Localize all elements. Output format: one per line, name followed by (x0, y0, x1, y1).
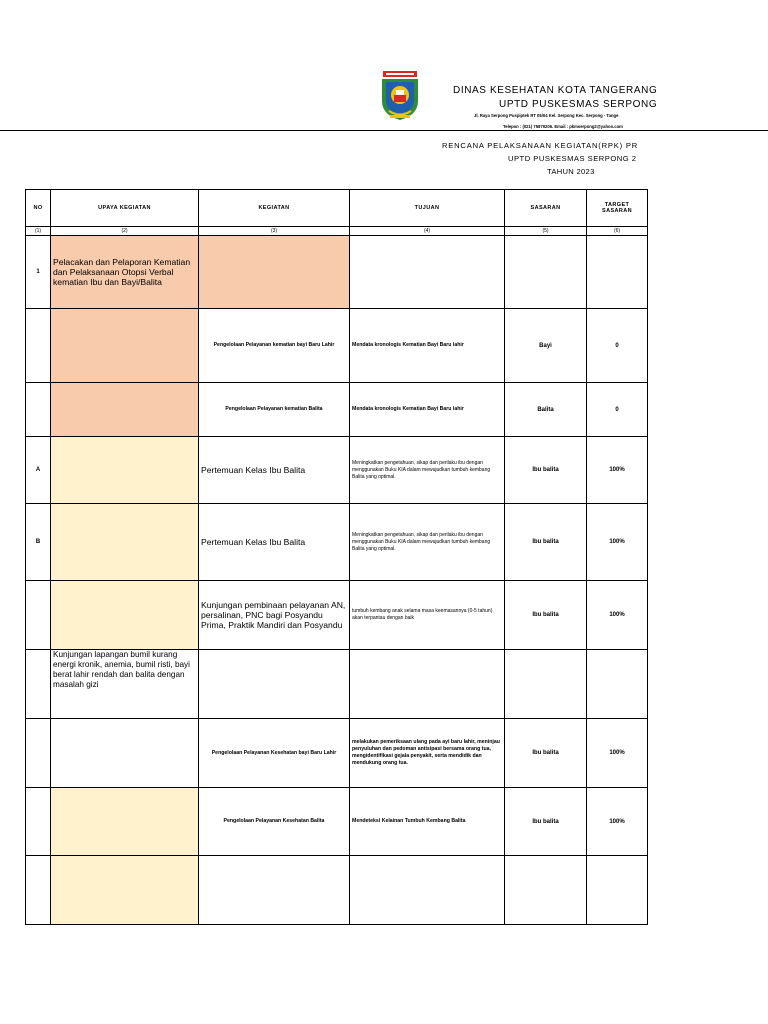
column-header-sasaran: SASARAN (505, 190, 587, 227)
cell-no: 1 (26, 236, 51, 309)
cell-tujuan (350, 856, 505, 925)
cell-upaya: Pelacakan dan Pelaporan Kematian dan Pelaksanaan Otopsi Verbal kematian Ibu dan Bayi/Balita (51, 236, 199, 309)
header-contact: Telepon : (021) 75879206. Email : pkmserpong2@yahoo.com (503, 124, 623, 129)
cell-no (26, 309, 51, 383)
column-header-tujuan: TUJUAN (350, 190, 505, 227)
table-row (26, 650, 648, 719)
column-number: (3) (199, 227, 350, 236)
cell-kegiatan (199, 650, 350, 719)
cell-tujuan: Mendata kronologis Kematian Bayi Baru lahir (350, 309, 505, 383)
cell-sasaran: Ibu balita (505, 719, 587, 788)
cell-tujuan: Meningkatkan pengetahuan, sikap dan perilaku ibu dengan menggunakan Buku KIA dalam mewujudkan tumbuh kembang Balita yang optimal. (350, 437, 505, 504)
cell-sasaran (505, 236, 587, 309)
column-number: (1) (26, 227, 51, 236)
table-row (26, 581, 648, 650)
cell-no (26, 856, 51, 925)
header-institution: DINAS KESEHATAN KOTA TANGERANG (453, 85, 658, 96)
column-header-kegiatan: KEGIATAN (199, 190, 350, 227)
column-header-target: TARGET SASARAN (587, 190, 648, 227)
header-unit: UPTD PUSKESMAS SERPONG (499, 99, 658, 110)
cell-tujuan: Mendata kronologis Kematian Bayi Baru lahir (350, 383, 505, 437)
cell-sasaran: Ibu balita (505, 788, 587, 856)
cell-no (26, 383, 51, 437)
column-number-row (26, 227, 648, 236)
table-row (26, 437, 648, 504)
column-number: (6) (587, 227, 648, 236)
cell-no (26, 581, 51, 650)
city-emblem-icon (377, 71, 423, 121)
table-row (26, 236, 648, 309)
table-row (26, 719, 648, 788)
header-divider (0, 130, 768, 131)
cell-no (26, 719, 51, 788)
table-row (26, 788, 648, 856)
cell-target (587, 650, 648, 719)
table-row (26, 309, 648, 383)
cell-tujuan: Meningkatkan pengetahuan, sikap dan perilaku ibu dengan menggunakan Buku KIA dalam mewujudkan tumbuh kembang Balita yang optimal. (350, 504, 505, 581)
cell-kegiatan (199, 236, 350, 309)
cell-upaya (51, 383, 199, 437)
cell-upaya (51, 719, 199, 788)
document-subtitle: UPTD PUSKESMAS SERPONG 2 (508, 154, 637, 163)
cell-kegiatan: Kunjungan pembinaan pelayanan AN, persalinan, PNC bagi Posyandu Prima, Praktik Mandiri dan Posyandu (199, 581, 350, 650)
cell-kegiatan: Pertemuan Kelas Ibu Balita (199, 504, 350, 581)
column-header-no: NO (26, 190, 51, 227)
column-number: (4) (350, 227, 505, 236)
column-header-upaya: UPAYA KEGIATAN (51, 190, 199, 227)
cell-tujuan: melakukan pemeriksaan ulang pada ayi baru lahir, meninjau penyuluhan dan pedoman antisipasi bersama orang tua, mengidentifikasi gejala penyakit, serta mendidik dan mendukung orang tua. (350, 719, 505, 788)
cell-sasaran (505, 856, 587, 925)
cell-upaya (51, 437, 199, 504)
cell-no (26, 788, 51, 856)
cell-kegiatan: Pengelolaan Pelayanan kematian bayi Baru Lahir (199, 309, 350, 383)
cell-target: 100% (587, 437, 648, 504)
cell-kegiatan: Pengelolaan Pelayanan Kesehatan Balita (199, 788, 350, 856)
table-header-row (26, 190, 648, 227)
cell-target (587, 856, 648, 925)
cell-tujuan: tumbuh kembang anak selama masa keemasannya (0-5 tahun) akan terpantau dengan baik (350, 581, 505, 650)
cell-target: 0 (587, 309, 648, 383)
table-row (26, 504, 648, 581)
cell-tujuan: Mendeteksi Kelainan Tumbuh Kembang Balita (350, 788, 505, 856)
document-title: RENCANA PELAKSANAAN KEGIATAN(RPK) PR (442, 141, 639, 150)
cell-sasaran: Ibu balita (505, 504, 587, 581)
cell-upaya (51, 309, 199, 383)
activity-table (25, 189, 648, 925)
document-year: TAHUN 2023 (547, 167, 595, 176)
cell-sasaran: Balita (505, 383, 587, 437)
cell-tujuan (350, 650, 505, 719)
cell-target (587, 236, 648, 309)
cell-upaya: Kunjungan lapangan bumil kurang energi kronik, anemia, bumil risti, bayi berat lahir rendah dan balita dengan masalah gizi (51, 650, 199, 719)
cell-no: B (26, 504, 51, 581)
cell-upaya (51, 788, 199, 856)
column-number: (5) (505, 227, 587, 236)
cell-tujuan (350, 236, 505, 309)
cell-sasaran: Ibu balita (505, 581, 587, 650)
cell-sasaran (505, 650, 587, 719)
cell-kegiatan: Pertemuan Kelas Ibu Balita (199, 437, 350, 504)
cell-upaya (51, 581, 199, 650)
cell-kegiatan: Pengelolaan Pelayanan Kesehatan bayi Baru Lahir (199, 719, 350, 788)
cell-target: 100% (587, 719, 648, 788)
column-number: (2) (51, 227, 199, 236)
cell-no (26, 650, 51, 719)
cell-kegiatan (199, 856, 350, 925)
table-row (26, 856, 648, 925)
cell-target: 100% (587, 504, 648, 581)
cell-kegiatan: Pengelolaan Pelayanan kematian Balita (199, 383, 350, 437)
cell-no: A (26, 437, 51, 504)
cell-sasaran: Bayi (505, 309, 587, 383)
cell-upaya (51, 504, 199, 581)
cell-target: 100% (587, 788, 648, 856)
table-row (26, 383, 648, 437)
cell-sasaran: Ibu balita (505, 437, 587, 504)
cell-upaya (51, 856, 199, 925)
cell-target: 100% (587, 581, 648, 650)
header-address: Jl. Raya Serpong Puspiptek RT 05/04 Kel. Serpong Kec. Serpong - Tange (474, 113, 619, 118)
cell-target: 0 (587, 383, 648, 437)
